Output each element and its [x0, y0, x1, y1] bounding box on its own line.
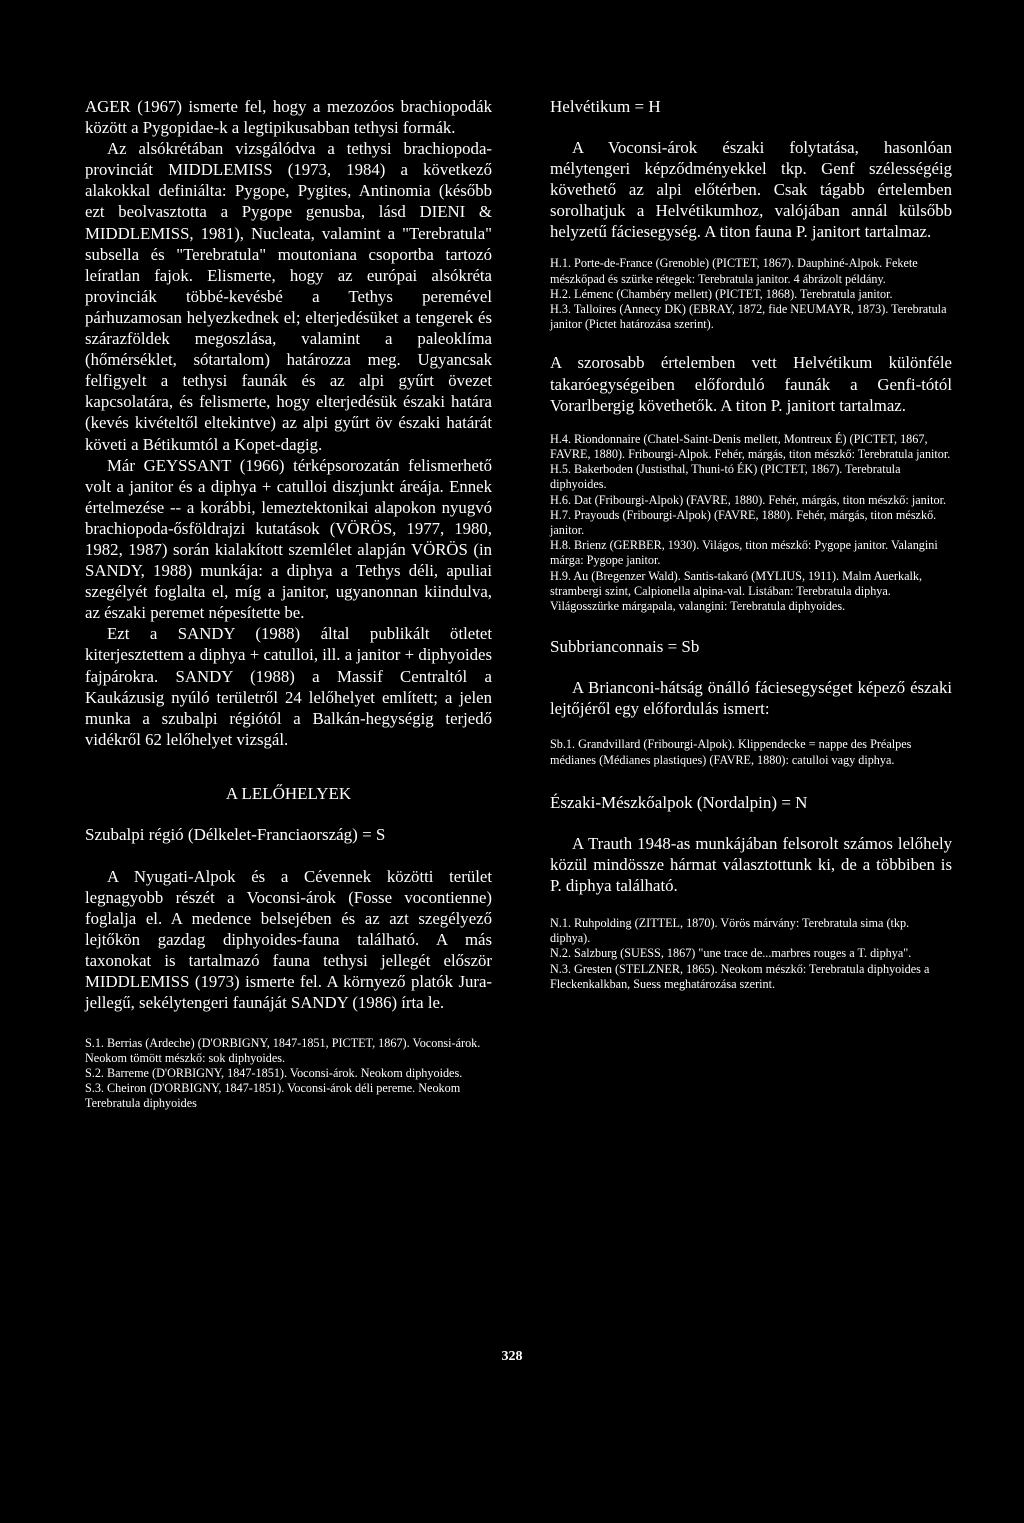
locality-h5: H.5. Bakerboden (Justisthal, Thuni-tó ÉK) (PICTET, 1867). Terebratula diphyoides.	[550, 462, 901, 492]
locality-list-s	[85, 1036, 492, 1112]
locality-h1: H.1. Porte-de-France (Grenoble) (PICTET, 1867). Dauphiné-Alpok. Fekete mészkőpad és szürke rétegek: Terebratula janitor. 4 ábrázolt példány.	[550, 256, 918, 286]
locality-h4: H.4. Riondonnaire (Chatel-Saint-Denis mellett, Montreux É) (PICTET, 1867, FAVRE, 1880). Fribourgi-Alpok. Fehér, márgás, titon mészkő: Terebratula janitor.	[550, 431, 951, 461]
locality-h8: H.8. Brienz (GERBER, 1930). Világos, titon mészkő: Pygope janitor. Valangini márga: Pygope janitor.	[550, 538, 938, 568]
region-heading-nordalpin: Északi-Mészkőalpok (Nordalpin) = N	[550, 792, 808, 812]
section-heading-lelohelyek: A LELŐHELYEK	[225, 783, 352, 803]
region-heading-subbrianconnais: Subbrianconnais = Sb	[550, 637, 700, 657]
locality-sb1: Sb.1. Grandvillard (Fribourgi-Alpok). Klippendecke = nappe des Préalpes médianes (Médianes plastiques) (FAVRE, 1880): catulloi vagy diphya.	[550, 737, 912, 767]
locality-list-h1	[550, 256, 952, 332]
paragraph-middlemiss: Az alsókrétában vizsgálódva a tethysi brachiopoda-provinciát MIDDLEMISS (1973, 1984) a következő alakokkal definiálta: Pygope, Pygites, Antinomia (később ezt beolvasztotta a Pygope genusba, lásd DIENI & MIDDLEMISS, 1981), Nucleata, valamint a "Terebratula" subsella és "Terebratula" moutoniana csoportba tartozó leíratlan fajok. Elismerte, hogy az európai alsókréta provinciák többé-kevésbé a Tethys peremével párhuzamosan helyezkednek el; elterjedésüket a tengerek és szárazföldek megoszlása, valamint a paleoklíma (hőmérséklet, sótartalom) határozza meg. Ugyancsak felfigyelt a tethysi faunák és az alpi gyűrt övezet kapcsolatára, és felismerte, hogy elterjedésük északi határa (kevés kivételtől eltekintve) az alpi gyűrt öv északi határát követi a Bétikumtól a Kopet-dagig.	[85, 139, 492, 454]
locality-s3: S.3. Cheiron (D'ORBIGNY, 1847-1851). Voconsi-árok déli pereme. Neokom Terebratula diphyoides	[85, 1081, 461, 1111]
paragraph-trauth: A Trauth 1948-as munkájában felsorolt számos lelőhely közül mindössze hármat választottunk ki, de a többiben is P. diphya található.	[550, 833, 952, 895]
paragraph-brianconi: A Brianconi-hátság önálló fáciesegységet képező északi lejtőjéről egy előfordulás ismert:	[550, 678, 952, 719]
locality-s1: S.1. Berrias (Ardeche) (D'ORBIGNY, 1847-1851, PICTET, 1867). Voconsi-árok. Neokom tömött mészkő: sok diphyoides.	[85, 1035, 481, 1065]
locality-n2: N.2. Salzburg (SUESS, 1867) "une trace de...marbres rouges a T. diphya".	[550, 946, 912, 961]
locality-h2: H.2. Lémenc (Chambéry mellett) (PICTET, 1868). Terebratula janitor.	[550, 286, 893, 301]
paragraph-nyugati-alpok: A Nyugati-Alpok és a Cévennek közötti terület legnagyobb részét a Voconsi-árok (Fosse vocontienne) foglalja el. A medence belsejében és az azt szegélyező lejtőkön gazdag diphyoides-fauna található. A más taxonokat is tartalmazó fauna tethysi jellegét először MIDDLEMISS (1973) ismerte fel. A környező platók Jura-jellegű, sekélytengeri faunáját SANDY (1986) írta le.	[85, 866, 492, 1013]
locality-list-n	[550, 916, 952, 992]
locality-h7: H.7. Prayouds (Fribourgi-Alpok) (FAVRE, 1880). Fehér, márgás, titon mészkő. janitor.	[550, 507, 937, 537]
region-heading-szubalpi: Szubalpi régió (Délkelet-Franciaország) = S	[85, 824, 386, 844]
locality-h6: H.6. Dat (Fribourgi-Alpok) (FAVRE, 1880). Fehér, márgás, titon mészkő: janitor.	[550, 492, 947, 507]
locality-n3: N.3. Gresten (STELZNER, 1865). Neokom mészkő: Terebratula diphyoides a Fleckenkalkban, Suess meghatározása szerint.	[550, 961, 930, 991]
right-column	[550, 96, 952, 992]
left-column	[85, 96, 492, 1112]
paragraph-geyssant: Már GEYSSANT (1966) térképsorozatán felismerhető volt a janitor és a diphya + catulloi diszjunkt áreája. Ennek értelmezése -- a korábbi, lemeztektonikai alapokon nyugvó brachiopoda-ősföldrajzi kutatások (VÖRÖS, 1977, 1980, 1982, 1987) során kialakított szemlélet alapján VÖRÖS (in SANDY, 1988) munkája: a diphya a Tethys déli, apuliai szegélyét foglalta el, míg a janitor, ugyanonnan kiindulva, az északi peremet népesítette be.	[85, 455, 492, 623]
locality-list-h2	[550, 432, 952, 614]
page-number: 328	[501, 1349, 523, 1364]
paragraph-voconsi: A Voconsi-árok északi folytatása, hasonlóan mélytengeri képződményekkel tkp. Genf szélességéig követhető az alpi előtérben. Csak tágabb értelemben sorolhatjuk a Helvétikumhoz, valójában annál külsőbb helyzetű fáciesegység. A titon fauna P. janitort tartalmaz.	[550, 138, 952, 242]
locality-list-sb	[550, 737, 952, 767]
paragraph-ager: AGER (1967) ismerte fel, hogy a mezozóos brachiopodák között a Pygopidae-k a legtipikusabban tethysi formák.	[85, 97, 492, 138]
paragraph-helvetikum-strict: A szorosabb értelemben vett Helvétikum különféle takaróegységeiben előforduló faunák a Genfi-tótól Vorarlbergig követhetők. A titon P. janitort tartalmaz.	[550, 353, 952, 415]
locality-n1: N.1. Ruhpolding (ZITTEL, 1870). Vörös márvány: Terebratula sima (tkp. diphya).	[550, 916, 910, 946]
region-heading-helvetikum: Helvétikum = H	[550, 97, 661, 116]
locality-s2: S.2. Barreme (D'ORBIGNY, 1847-1851). Voconsi-árok. Neokom diphyoides.	[85, 1065, 463, 1080]
locality-h9: H.9. Au (Bregenzer Wald). Santis-takaró (MYLIUS, 1911). Malm Auerkalk, strambergi szint, Calpionella alpina-val. Listában: Terebratula diphya. Világosszürke márgapala, valangini: Terebratula diphyoides.	[550, 568, 923, 613]
paragraph-sandy: Ezt a SANDY (1988) által publikált ötletet kiterjesztettem a diphya + catulloi, ill. a janitor + diphyoides fajpárokra. SANDY (1988) a Massif Centraltól a Kaukázusig nyúló területről 24 lelőhelyet említett; a jelen munka a szubalpi régiótól a Balkán-hegységig terjedő vidékről 62 lelőhelyet vizsgál.	[85, 624, 492, 749]
locality-h3: H.3. Talloires (Annecy DK) (EBRAY, 1872, fide NEUMAYR, 1873). Terebratula janitor (Pictet határozása szerint).	[550, 302, 947, 332]
